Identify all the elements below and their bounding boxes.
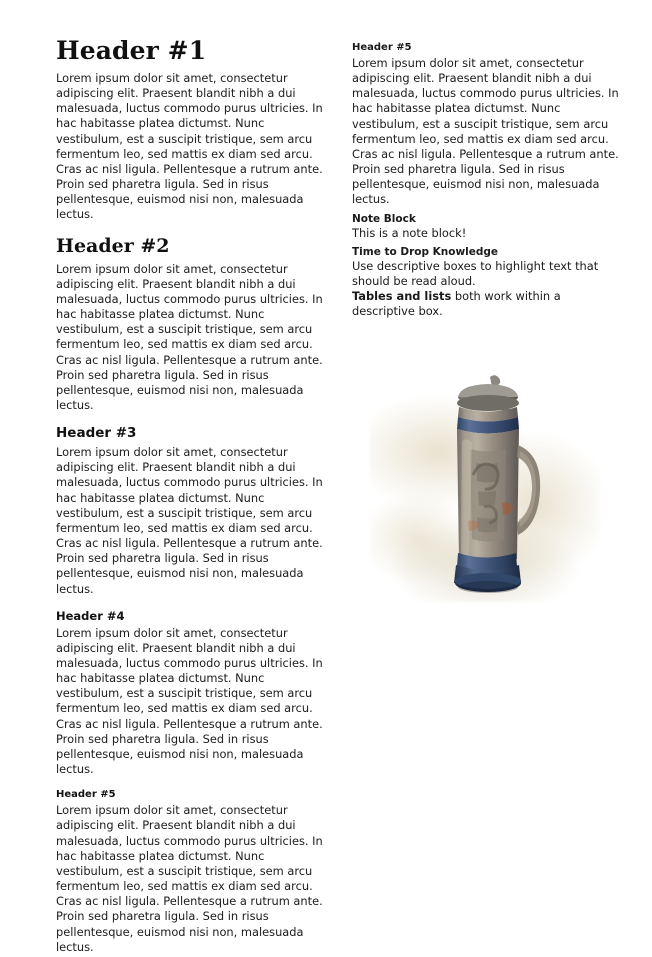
paragraph-4: Lorem ipsum dolor sit amet, consectetur adipiscing elit. Praesent blandit nibh a dui malesuada, luctus commodo purus ultricies. In hac habitasse platea dictumst. Nunc vestibulum, est a suscipit tristique, sem arcu fermentum leo, sed mattis ex diam sed arcu. Cras ac nisl ligula. Pellentesque a rutrum ante. Proin sed pharetra ligula. Sed in risus pellentesque, euismod nisi non, malesuada lectus.	[56, 625, 323, 777]
descriptive-box-line-2-bold: Tables and lists	[352, 289, 452, 304]
paragraph-5: Lorem ipsum dolor sit amet, consectetur adipiscing elit. Praesent blandit nibh a dui malesuada, luctus commodo purus ultricies. In hac habitasse platea dictumst. Nunc vestibulum, est a suscipit tristique, sem arcu fermentum leo, sed mattis ex diam sed arcu. Cras ac nisl ligula. Pellentesque a rutrum ante. Proin sed pharetra ligula. Sed in risus pellentesque, euismod nisi non, malesuada lectus.	[56, 803, 323, 954]
paragraph-3: Lorem ipsum dolor sit amet, consectetur adipiscing elit. Praesent blandit nibh a dui malesuada, luctus commodo purus ultricies. In hac habitasse platea dictumst. Nunc vestibulum, est a suscipit tristique, sem arcu fermentum leo, sed mattis ex diam sed arcu. Cras ac nisl ligula. Pellentesque a rutrum ante. Proin sed pharetra ligula. Sed in risus pellentesque, euismod nisi non, malesuada lectus.	[56, 445, 323, 596]
descriptive-box-line-1: Use descriptive boxes to highlight text that should be read aloud.	[352, 258, 599, 288]
right-column	[352, 36, 622, 619]
left-column	[56, 36, 326, 957]
right-header-5: Header #5	[352, 42, 412, 53]
descriptive-box-title: Time to Drop Knowledge	[352, 245, 499, 258]
descriptive-box-line-2-rest: both work within a descriptive box.	[352, 289, 561, 319]
header-2: Header #2	[56, 234, 170, 257]
header-3: Header #3	[56, 425, 137, 442]
descriptive-box-line-2	[352, 289, 622, 319]
header-1: Header #1	[56, 36, 207, 65]
paragraph-2: Lorem ipsum dolor sit amet, consectetur adipiscing elit. Praesent blandit nibh a dui malesuada, luctus commodo purus ultricies. In hac habitasse platea dictumst. Nunc vestibulum, est a suscipit tristique, sem arcu fermentum leo, sed mattis ex diam sed arcu. Cras ac nisl ligula. Pellentesque a rutrum ante. Proin sed pharetra ligula. Sed in risus pellentesque, euismod nisi non, malesuada lectus.	[56, 261, 323, 412]
right-paragraph: Lorem ipsum dolor sit amet, consectetur adipiscing elit. Praesent blandit nibh a dui malesuada, luctus commodo purus ultricies. In hac habitasse platea dictumst. Nunc vestibulum, est a suscipit tristique, sem arcu fermentum leo, sed mattis ex diam sed arcu. Cras ac nisl ligula. Pellentesque a rutrum ante. Proin sed pharetra ligula. Sed in risus pellentesque, euismod nisi non, malesuada lectus.	[352, 56, 619, 207]
note-block-title: Note Block	[352, 212, 416, 225]
header-4: Header #4	[56, 608, 125, 623]
paragraph-1: Lorem ipsum dolor sit amet, consectetur adipiscing elit. Praesent blandit nibh a dui malesuada, luctus commodo purus ultricies. In hac habitasse platea dictumst. Nunc vestibulum, est a suscipit tristique, sem arcu fermentum leo, sed mattis ex diam sed arcu. Cras ac nisl ligula. Pellentesque a rutrum ante. Proin sed pharetra ligula. Sed in risus pellentesque, euismod nisi non, malesuada lectus.	[56, 71, 323, 222]
header-5: Header #5	[56, 789, 116, 801]
two-column-layout	[56, 36, 619, 957]
stein-icon	[432, 371, 552, 611]
beer-stein-illustration	[352, 359, 622, 619]
note-block-text: This is a note block!	[352, 225, 467, 240]
